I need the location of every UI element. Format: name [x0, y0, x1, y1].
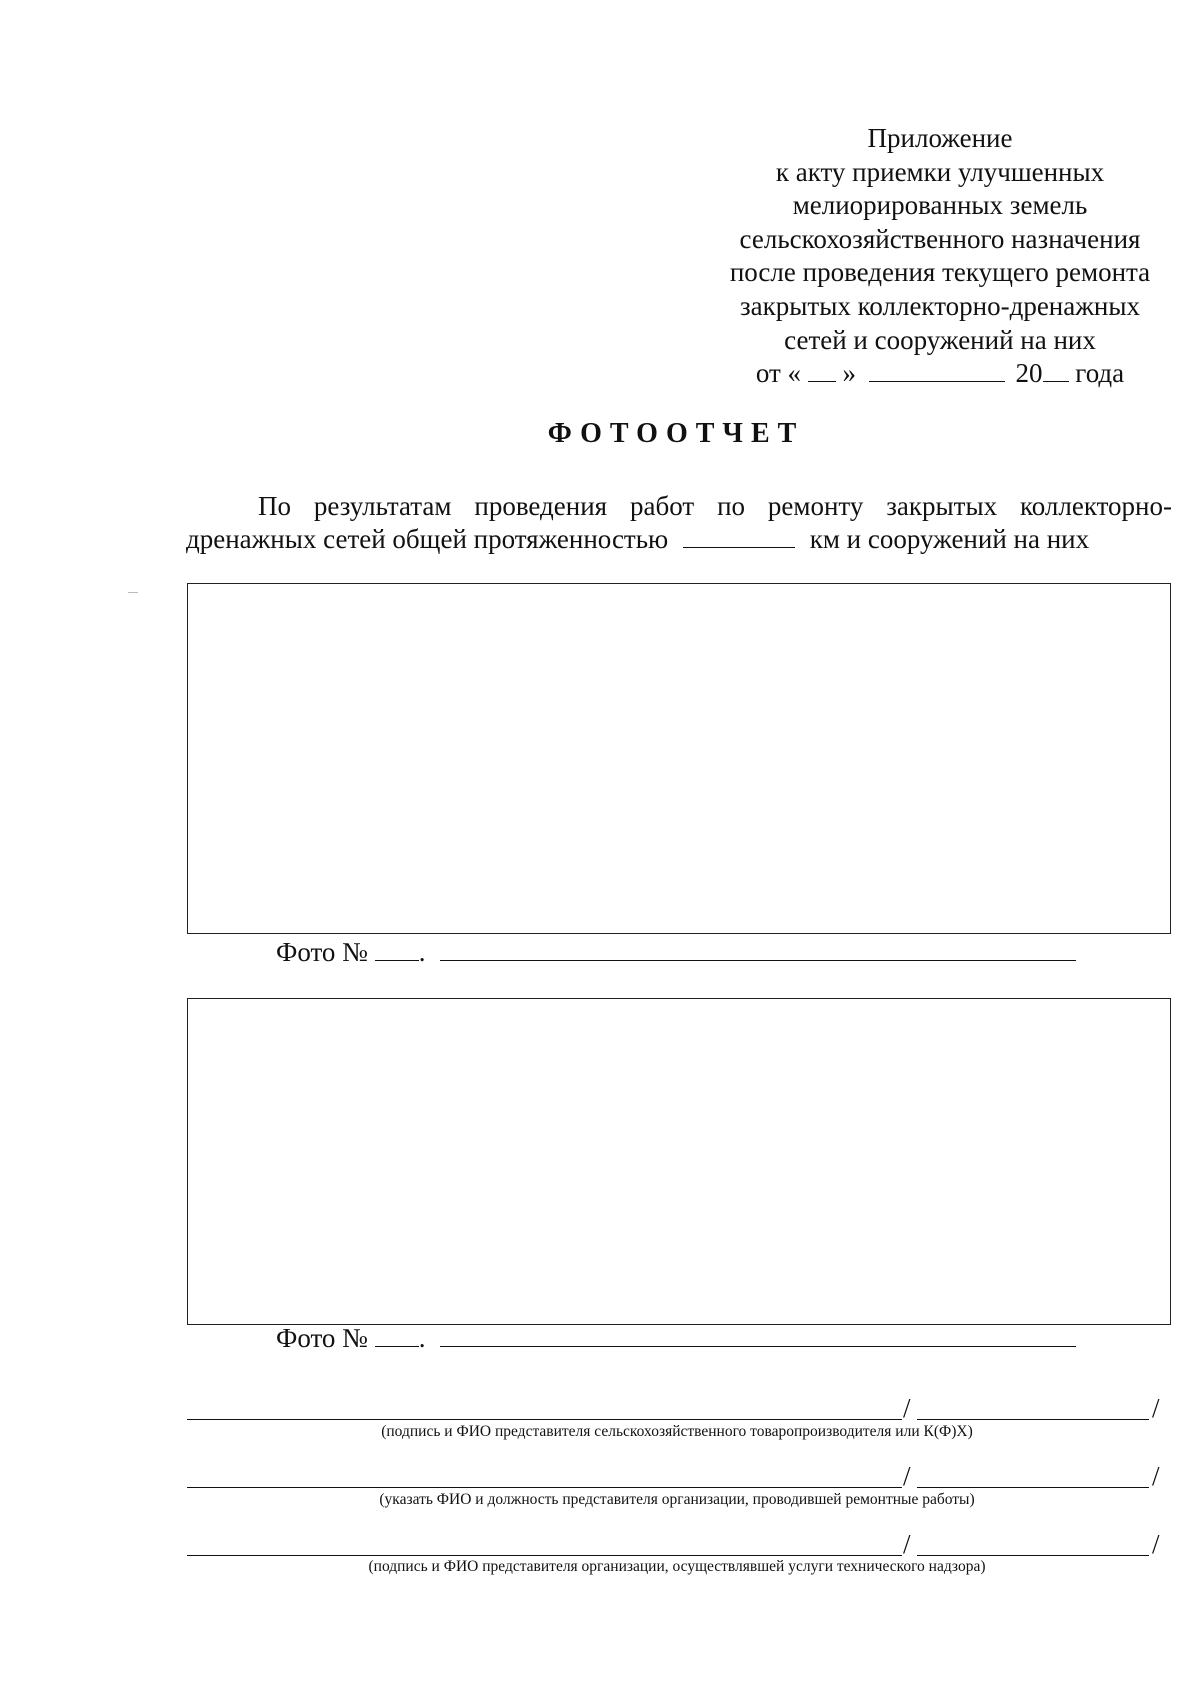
signature-slash: /: [1152, 1529, 1160, 1559]
photo-number-blank[interactable]: [375, 938, 419, 961]
date-year-prefix: 20: [1015, 358, 1043, 389]
month-blank[interactable]: [869, 359, 1005, 382]
appendix-line: Приложение: [867, 123, 1013, 153]
photo-frame-2[interactable]: [187, 998, 1171, 1325]
date-prefix: от «: [755, 358, 802, 389]
intro-word: работ: [630, 491, 695, 521]
signature-slash: /: [903, 1393, 911, 1423]
signature-slash: /: [903, 1461, 911, 1491]
signature-row-1: [187, 1390, 1167, 1423]
appendix-line: сельскохозяйственного назначения: [739, 223, 1141, 254]
name-line[interactable]: [917, 1555, 1149, 1556]
photo-caption-2: [276, 1323, 1076, 1354]
date-suffix: года: [1075, 358, 1125, 389]
appendix-header: [700, 122, 1180, 391]
margin-mark: [128, 592, 138, 593]
photo-caption-1: [276, 937, 1076, 968]
photo-description-blank[interactable]: [440, 938, 1076, 961]
photo-caption-label: Фото №: [276, 1323, 368, 1353]
name-line[interactable]: [917, 1487, 1149, 1488]
intro-line-2: [186, 523, 1172, 556]
appendix-line: к акту приемки улучшенных: [775, 156, 1105, 187]
intro-line-2-after: км и сооружений на них: [809, 524, 1090, 554]
intro-word: закрытых: [886, 491, 998, 521]
appendix-line: сетей и сооружений на них: [784, 324, 1096, 355]
intro-word: по: [717, 491, 746, 521]
intro-word: результатам: [313, 491, 452, 521]
intro-word: проведения: [474, 491, 608, 521]
appendix-line: закрытых коллекторно-дренажных: [740, 290, 1140, 321]
signature-slash: /: [1152, 1461, 1160, 1491]
signature-caption-1: (подпись и ФИО представителя сельскохозяйственного товаропроизводителя или К(Ф)Х): [381, 1423, 973, 1440]
signature-line[interactable]: [187, 1419, 902, 1420]
appendix-line: после проведения текущего ремонта: [729, 257, 1151, 288]
signature-line[interactable]: [187, 1487, 902, 1488]
photo-caption-dot: .: [418, 937, 426, 967]
name-line[interactable]: [917, 1419, 1149, 1420]
photo-caption-dot: .: [418, 1323, 426, 1353]
signature-row-3: [187, 1526, 1167, 1559]
signature-line[interactable]: [187, 1555, 902, 1556]
intro-word: коллекторно-: [1020, 491, 1172, 521]
day-blank[interactable]: [808, 359, 836, 382]
intro-line-1: [186, 490, 1172, 523]
photo-caption-label: Фото №: [276, 937, 368, 967]
intro-line-2-before: дренажных сетей общей протяженностью: [186, 524, 669, 554]
year-blank[interactable]: [1043, 359, 1069, 382]
photo-number-blank[interactable]: [375, 1324, 419, 1347]
page-title: ФОТООТЧЕТ: [547, 418, 805, 449]
signature-row-2: [187, 1458, 1167, 1491]
intro-word: По: [258, 491, 291, 521]
length-blank[interactable]: [683, 525, 795, 548]
photo-description-blank[interactable]: [440, 1324, 1076, 1347]
signature-caption-2: (указать ФИО и должность представителя организации, проводившей ремонтные работы): [379, 1491, 975, 1508]
signature-caption-3: (подпись и ФИО представителя организации, осуществлявшей услуги технического надзора): [368, 1558, 986, 1575]
intro-paragraph: [186, 490, 1172, 556]
date-quote-close: »: [842, 358, 857, 389]
signature-slash: /: [1152, 1393, 1160, 1423]
signature-slash: /: [903, 1529, 911, 1559]
photo-frame-1[interactable]: [187, 583, 1171, 934]
appendix-date-line: [700, 357, 1180, 391]
appendix-line: мелиорированных земель: [792, 190, 1088, 221]
intro-word: ремонту: [767, 491, 864, 521]
